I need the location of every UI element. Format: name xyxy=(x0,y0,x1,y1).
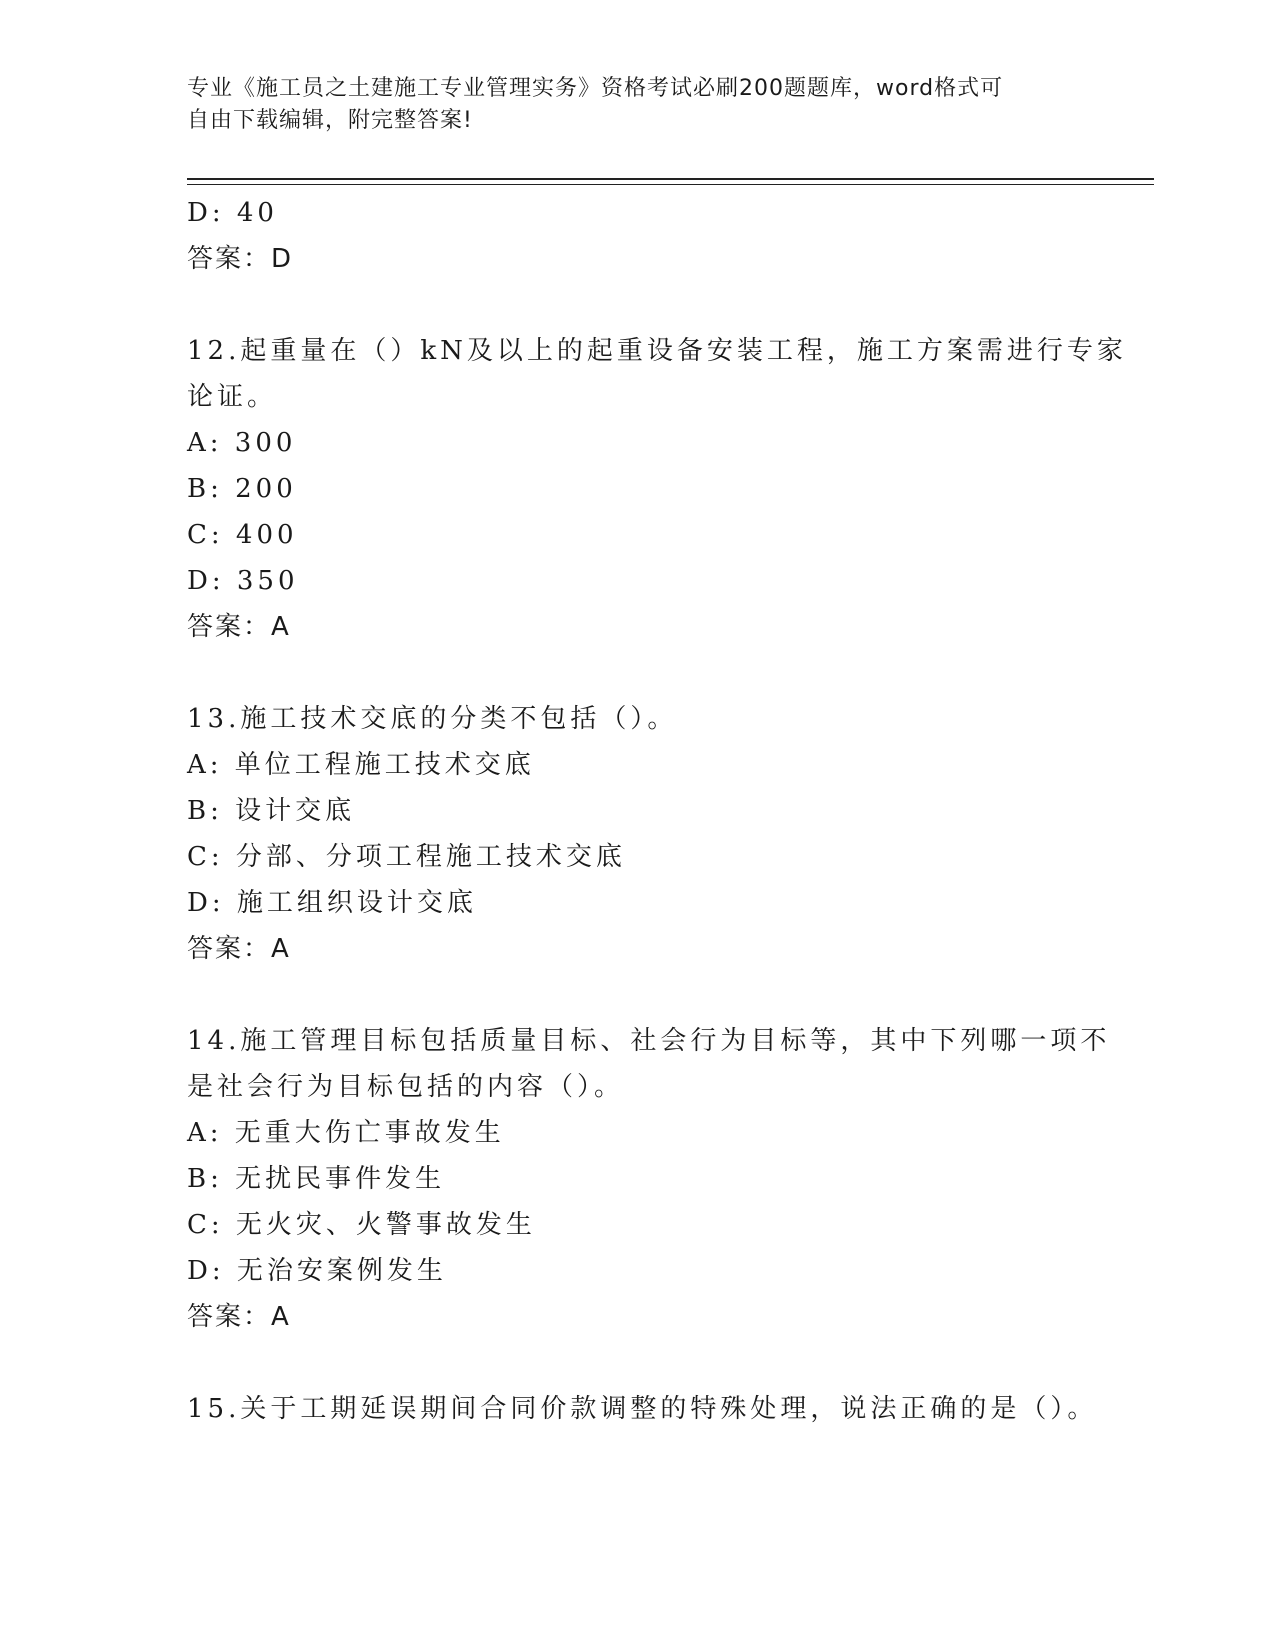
spacer xyxy=(187,972,1087,1018)
question-14 xyxy=(187,1018,1111,1340)
question-14-option-b: B: 无扰民事件发生 xyxy=(187,1164,446,1194)
question-13-option-b: B: 设计交底 xyxy=(187,796,356,826)
question-13-option-c: C: 分部、分项工程施工技术交底 xyxy=(187,842,626,872)
prev-answer: 答案：D xyxy=(187,244,294,274)
question-12-option-c: C: 400 xyxy=(187,520,298,550)
question-15-stem-line-1: 15.关于工期延误期间合同价款调整的特殊处理，说法正确的是（）。 xyxy=(187,1394,1098,1424)
question-content xyxy=(187,190,1127,1432)
document-header xyxy=(187,73,1087,137)
question-14-option-c: C: 无火灾、火警事故发生 xyxy=(187,1210,536,1240)
header-divider-thin xyxy=(187,184,1154,185)
spacer xyxy=(187,650,1087,696)
header-title-line-2: 自由下载编辑，附完整答案! xyxy=(187,108,473,133)
question-12-stem-line-1: 12.起重量在（）kN及以上的起重设备安装工程，施工方案需进行专家 xyxy=(187,336,1127,366)
spacer xyxy=(187,282,1087,328)
spacer xyxy=(187,1340,1087,1386)
question-12 xyxy=(187,328,1127,650)
header-title-line-1: 专业《施工员之土建施工专业管理实务》资格考试必刷200题题库，word格式可 xyxy=(187,76,1004,101)
question-13 xyxy=(187,696,1087,972)
question-13-option-d: D: 施工组织设计交底 xyxy=(187,888,477,918)
prev-option-d: D: 40 xyxy=(187,198,278,228)
question-13-option-a: A: 单位工程施工技术交底 xyxy=(187,750,535,780)
question-12-answer: 答案：A xyxy=(187,612,291,642)
question-13-stem-line-1: 13.施工技术交底的分类不包括（）。 xyxy=(187,704,678,734)
question-14-option-a: A: 无重大伤亡事故发生 xyxy=(187,1118,505,1148)
question-12-stem-line-2: 论证。 xyxy=(187,382,278,412)
header-divider-thick xyxy=(187,178,1154,180)
question-12-option-d: D: 350 xyxy=(187,566,299,596)
question-14-stem-line-1: 14.施工管理目标包括质量目标、社会行为目标等，其中下列哪一项不 xyxy=(187,1026,1111,1056)
question-13-answer: 答案：A xyxy=(187,934,291,964)
question-12-option-b: B: 200 xyxy=(187,474,297,504)
question-15 xyxy=(187,1386,1098,1432)
question-14-option-d: D: 无治安案例发生 xyxy=(187,1256,447,1286)
question-12-option-a: A: 300 xyxy=(187,428,297,458)
question-14-answer: 答案：A xyxy=(187,1302,291,1332)
question-14-stem-line-2: 是社会行为目标包括的内容（）。 xyxy=(187,1072,625,1102)
